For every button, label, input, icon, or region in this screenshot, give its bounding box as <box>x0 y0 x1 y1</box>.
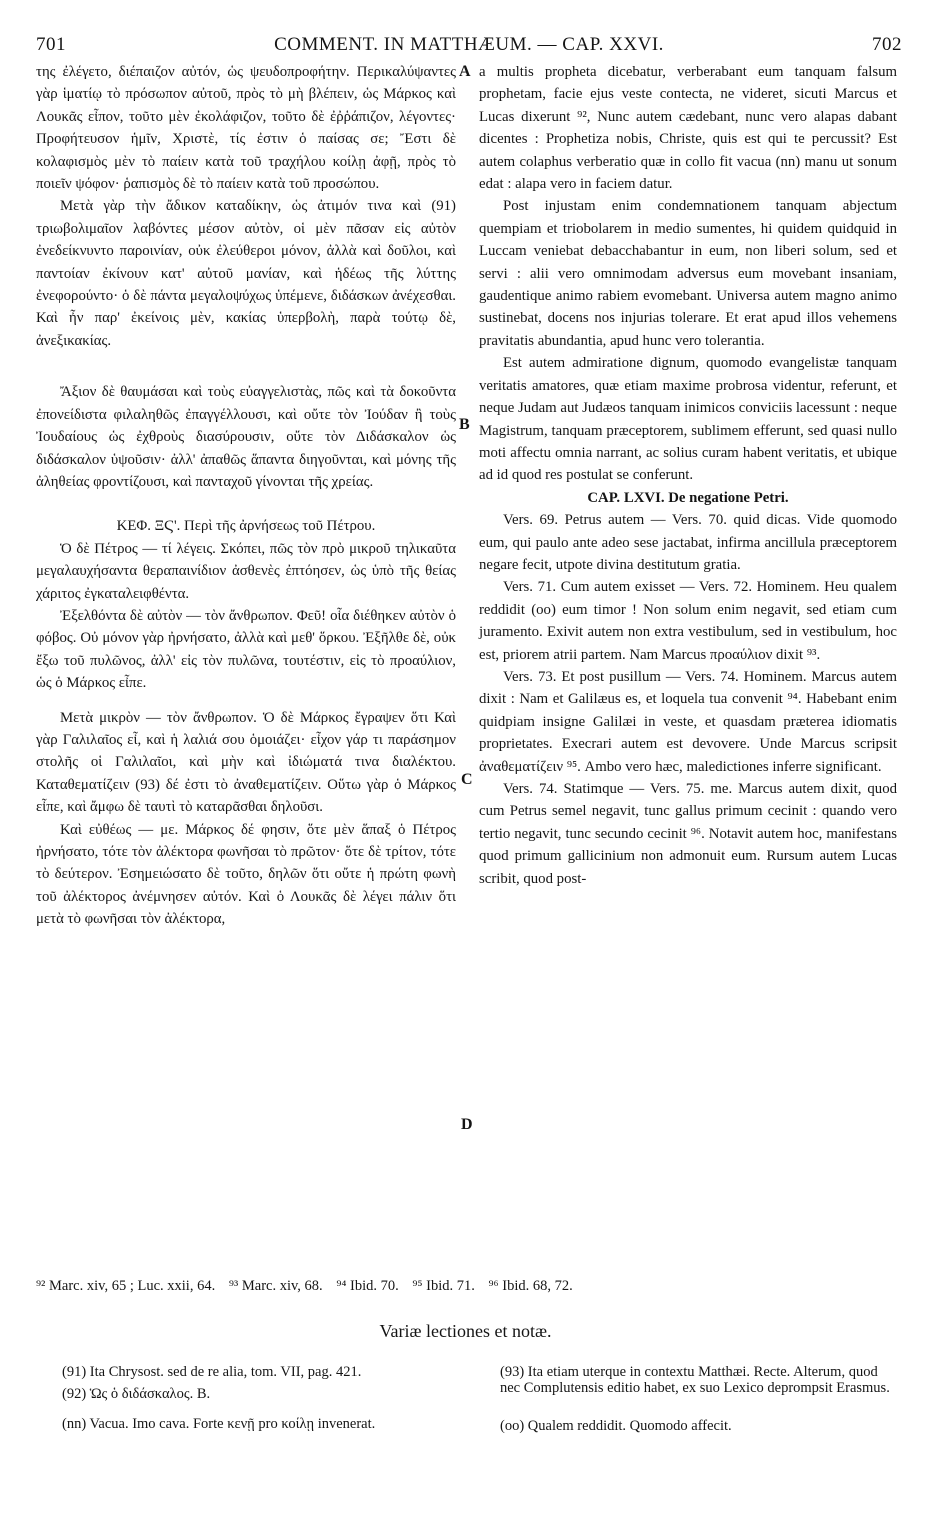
footnote-94: ⁹⁴ Ibid. 70. <box>336 1278 399 1294</box>
greek-paragraph-1: της ἐλέγετο, διέπαιζον αὐτόν, ὡς ψευδοπροφήτην. Περικαλύψαντες γὰρ ἱματίῳ τὸ πρόσωπον αὐτοῦ, πρὸς τὸ μὴ βλέπειν, ὡς Μάρκος καὶ Λουκᾶς εἶπον, τοῦτο μὲν ἐκολάφιζον, τοῦτο δὲ ἐῤῥάπιζον, λέγοντες· Προφήτευσον ἡμῖν, Χριστὲ, τίς ἐστιν ὁ παίσας σε; Ἔστι δὲ κολαφισμὸς μὲν τὸ παίειν κατὰ τοῦ τραχήλου κοίλῃ ἀφῇ, πρὸς τὸ ποιεῖν ψόφον· ῥαπισμὸς δὲ τὸ παίειν κατὰ τοῦ προσώπου. <box>36 64 456 193</box>
latin-paragraph-6: Vers. 73. Et post pusillum — Vers. 74. Hominem. Marcus autem dixit : Nam et Galilæus es, et loquela tua convenit ⁹⁴. Habebant enim quidpiam insigne Galilæi in veste, et quasdam præterea idiomatis proprietates. Execrari autem est devovere. Unde Marcus scripsit ἀναθεματίζειν ⁹⁵. Ambo vero hæc, maledictiones inferre significant. <box>479 668 897 775</box>
footnote-93: ⁹³ Marc. xiv, 68. <box>228 1278 323 1294</box>
greek-paragraph-2: Μετὰ γὰρ τὴν ἄδικον καταδίκην, ὡς ἀτιμόν τινα καὶ (91) τριωβολιμαῖον λαβόντες μέσον αὐτὸν, οἱ μὲν πᾶσαν εἰς αὐτὸν ἐνεδείκνυντο παροινίαν, οὐκ ἐλεύθεροι μόνον, ἀλλὰ καὶ δοῦλοι, καὶ παντοίαν ἐκίνουν κατ' αὐτοῦ μανίαν, καὶ ἡδέως τῆς λύττης ἐνεφορούντο· ὁ δὲ πάντα μεγαλοψύχως ὑπέμενε, διδάσκων ἀνέχεσθαι. Καὶ ἦν παρ' ἐκείνοις μὲν, κακίας ὑπερβολὴ, παρὰ τούτῳ δὲ, ἀνεξικακίας. <box>36 198 456 349</box>
margin-marker-c: C <box>461 771 473 788</box>
latin-paragraph-5: Vers. 71. Cum autem exisset — Vers. 72. Hominem. Heu qualem reddidit (oo) eum timor ! Non solum enim negavit, sed etiam cum juramento. Exivit autem non extra vestibulum, sed in vestibulum, hoc est, priorem atrii partem. Nam Marcus προαύλιον dixit ⁹³. <box>479 579 897 663</box>
note-92: (92) Ὡς ὁ διδάσκαλος. B. <box>62 1386 211 1402</box>
page-number-right: 702 <box>872 34 902 55</box>
footnote-96: ⁹⁶ Ibid. 68, 72. <box>488 1278 573 1294</box>
latin-paragraph-3: Est autem admiratione dignum, quomodo evangelistæ tanquam veritatis amatores, quæ etiam maxime probrosa videntur, referunt, et neque Judam aut Judæos tanquam inimicos conviciis lacessunt : neque Magistrum, tanquam præceptorem, sublimem efferunt, sed quasi nullo moti affectu omnia narrant, ac solius curam habent veritatis, et ubique ad id quod res postulat se conferunt. <box>479 355 897 484</box>
latin-chapter-heading: CAP. LXVI. De negatione Petri. <box>587 489 789 506</box>
latin-paragraph-2: Post injustam enim condemnationem tanquam abjectum quempiam et triobolarem in medio sumentes, hi quidem quidquid in Luccam veniebat debacchabantur in eum, non liberi solum, sed et servi : alii vero omnimodam adversus eum movebant insaniam, gaudentique animo rabiem evomebant. Universa autem magno animo sustinebat, docens nos injurias tolerare. Et erat apud illos vehemens pravitatis abundantia, apud hunc vero tolerantia. <box>479 198 897 349</box>
note-91: (91) Ita Chrysost. sed de re alia, tom. VII, pag. 421. <box>62 1364 362 1380</box>
latin-column <box>479 61 897 890</box>
footnotes <box>36 1278 902 1295</box>
greek-column <box>36 61 456 931</box>
margin-marker-a: A <box>459 63 471 80</box>
notes-left <box>62 1364 456 1438</box>
footnote-95: ⁹⁵ Ibid. 71. <box>412 1278 475 1294</box>
note-nn: (nn) Vacua. Imo cava. Forte κενῇ pro κοίλῃ invenerat. <box>62 1416 376 1432</box>
latin-paragraph-1: a multis propheta dicebatur, verberabant eum tanquam falsum prophetam, facie ejus veste contecta, ne videret, sicuti Marcus et Lucas dixerunt ⁹², Nunc autem cædebant, nunc vero alapas dabant dicentes : Prophetiza nobis, Christe, quis est qui te percussit? Est autem colaphus verberatio quæ in collo fit vacua (nn) manu ut sonum edat : alapa vero in faciem datur. <box>479 64 897 193</box>
greek-paragraph-4: Ὁ δὲ Πέτρος — τί λέγεις. Σκόπει, πῶς τὸν πρὸ μικροῦ τηλικαῦτα μεγαλαυχήσαντα θεραπαινίδιον ἀσθενὲς ἐπτόησεν, ὡς ὑπὸ τῆς θείας χάριτος ἐγκαταλειφθέντα. <box>36 540 456 602</box>
latin-paragraph-7: Vers. 74. Statimque — Vers. 75. me. Marcus autem dixit, quod cum Petrus semel negavit, tunc gallus primum cecinit : quando vero tertio negavit, tunc secundo cecinit ⁹⁶. Notavit autem hoc, manifestans quod primum gallicinium non admonuit eum. Rursum autem Lucas scribit, quod post- <box>479 781 897 887</box>
greek-paragraph-6: Μετὰ μικρὸν — τὸν ἄνθρωπον. Ὁ δὲ Μάρκος ἔγραψεν ὅτι Καὶ γὰρ Γαλιλαῖος εἶ, καὶ ἡ λαλιά σου ὁμοιάζει· εἶχον γάρ τι παράσημον στολῆς οἱ Γαλιλαῖοι, καὶ μὴν καὶ ἰδιώματά τινα διαλέκτου. Καταθεματίζειν (93) δέ ἐστι τὸ ἀναθεματίζειν. Οὕτω γὰρ ὁ Μάρκος εἶπε, καὶ ἄμφω δὲ ταυτὶ τὸ καταρᾶσθαι δηλοῦσι. <box>36 709 456 816</box>
running-title: COMMENT. IN MATTHÆUM. — CAP. XXVI. <box>274 34 664 55</box>
greek-paragraph-3: Ἄξιον δὲ θαυμάσαι καὶ τοὺς εὐαγγελιστὰς, πῶς καὶ τὰ δοκοῦντα ἐπονείδιστα φιλαληθῶς ἐπαγγέλλουσι, καὶ οὔτε τὸν Ἰούδαν ἢ τοὺς Ἰουδαίους ὡς ἐχθροὺς διασύρουσιν, οὔτε τὸν Διδάσκαλον ὡς διδάσκαλον ὑψοῦσιν· ἀλλ' ἀπαθῶς ἅπαντα διηγοῦνται, καὶ μόνης τῆς ἀληθείας φροντίζουσι, καὶ πανταχοῦ γίνονται τῆς χρείας. <box>36 384 456 490</box>
latin-paragraph-4: Vers. 69. Petrus autem — Vers. 70. quid dicas. Vide quomodo eum, qui paulo ante adeo sese jactabat, infirma ancillula præceptorem negare fecit, utpote divina destitutum gratia. <box>479 512 897 573</box>
greek-paragraph-7: Καὶ εὐθέως — με. Μάρκος δέ φησιν, ὅτε μὲν ἅπαξ ὁ Πέτρος ἠρνήσατο, τότε τὸν ἀλέκτορα φωνῆσαι τὸ πρῶτον· ὅτε δὲ τρίτον, τότε τὸ δεύτερον. Ἐσημειώσατο δὲ τοῦτο, δηλῶν ὅτι οὔτε ἡ πρώτη φωνὴ τοῦ ἀλέκτορος ἀνέμνησεν αὐτόν. Καὶ ὁ Λουκᾶς δὲ λέγει πάλιν ὅτι μετὰ τὸ φωνῆσαι τὸν ἀλέκτορα, <box>36 821 456 928</box>
margin-marker-d: D <box>461 1116 473 1133</box>
greek-chapter-heading: ΚΕΦ. ΞϚ'. Περὶ τῆς ἀρνήσεως τοῦ Πέτρου. <box>116 518 376 535</box>
variae-lectiones-heading: Variæ lectiones et notæ. <box>379 1321 552 1341</box>
notes-right <box>500 1364 900 1440</box>
footnote-92: ⁹² Marc. xiv, 65 ; Luc. xxii, 64. <box>36 1278 216 1294</box>
page-number-left: 701 <box>36 34 66 55</box>
note-93: (93) Ita etiam uterque in contextu Matthæi. Recte. Alterum, quod nec Complutensis editio habet, ex suo Lexico deprompsit Erasmus. <box>500 1364 890 1396</box>
greek-paragraph-5: Ἐξελθόντα δὲ αὐτὸν — τὸν ἄνθρωπον. Φεῦ! οἷα διέθηκεν αὐτὸν ὁ φόβος. Οὐ μόνον γὰρ ἠρνήσατο, ἀλλὰ καὶ μεθ' ὅρκου. Ἐξῆλθε δὲ, οὐκ ἔξω τοῦ πυλῶνος, ἀλλ' εἰς τὸν πυλῶνα, τουτέστιν, εἰς τὸ προαύλιον, ὡς ὁ Μάρκος εἶπε. <box>36 607 456 692</box>
margin-marker-b: B <box>459 416 470 433</box>
note-oo: (oo) Qualem reddidit. Quomodo affecit. <box>500 1418 732 1434</box>
page-header <box>36 34 902 60</box>
